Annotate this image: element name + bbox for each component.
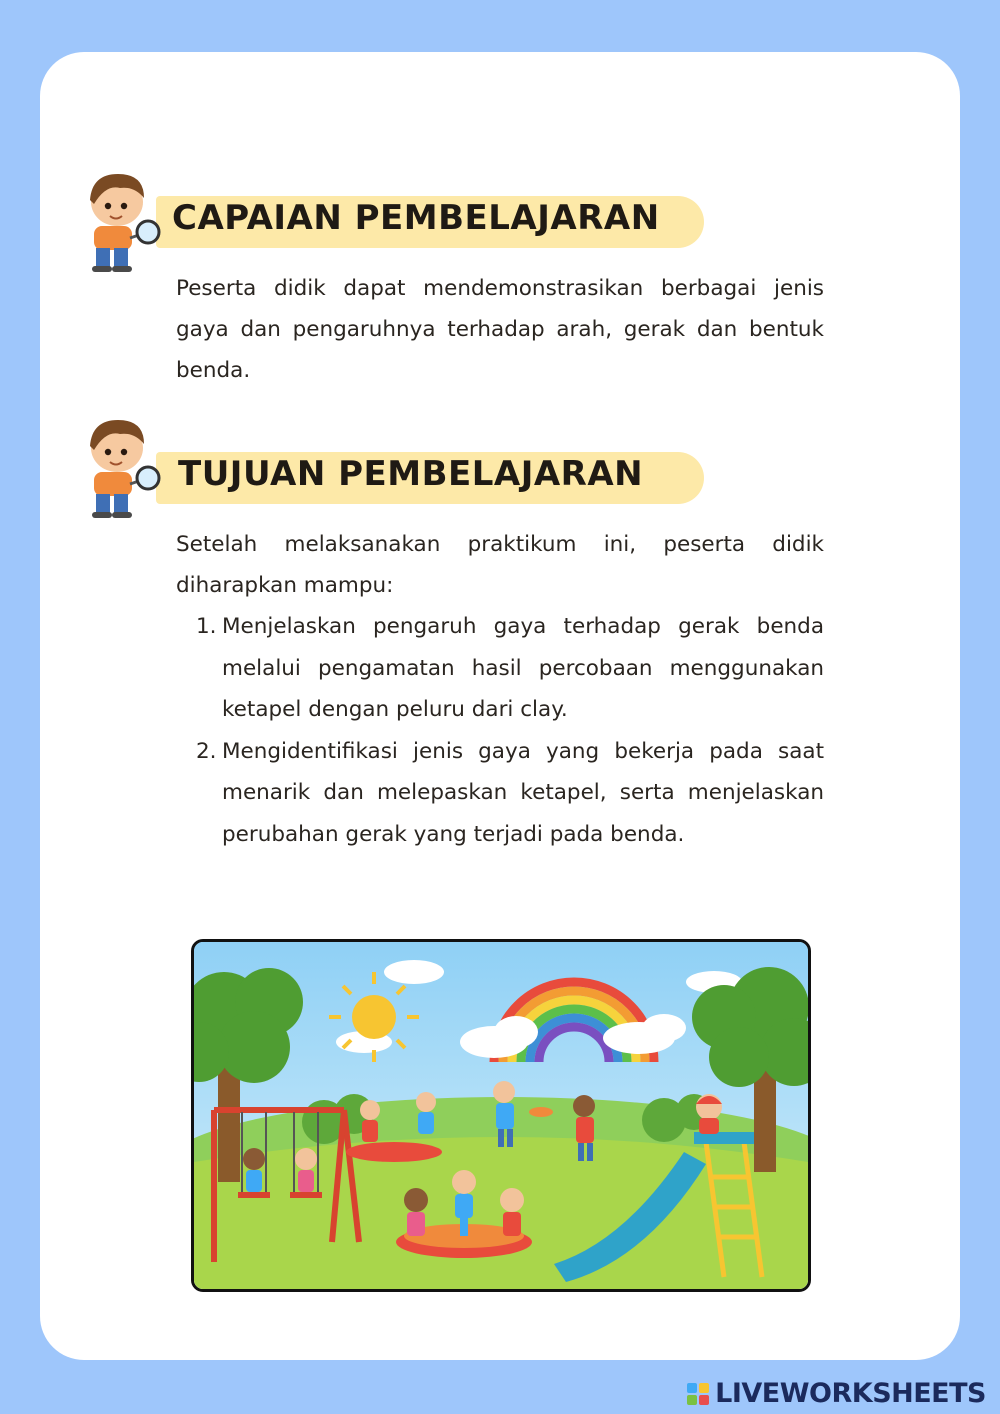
section-body-capaian: Peserta didik dapat mendemonstrasikan berbagai jenis gaya dan pengaruhnya terhadap arah, gerak dan bentuk benda. [176,276,824,383]
liveworksheets-logo [687,1378,986,1409]
list-item-text: Mengidentifikasi jenis gaya yang bekerja pada saat menarik dan melepaskan ketapel, serta menjelaskan perubahan gerak yang terjadi pada benda. [222,738,824,847]
footer-brand: LIVEWORKSHEETS [715,1378,986,1409]
section-title: CAPAIAN PEMBELAJARAN [172,198,660,238]
list-number: 1. [196,614,217,639]
section-heading-capaian [72,168,712,278]
logo-mark-icon [687,1383,709,1405]
list-item [196,731,824,856]
objectives-list [196,606,824,855]
section-heading-tujuan [72,414,712,524]
section-title: TUJUAN PEMBELAJARAN [178,454,644,494]
playground-illustration [191,939,811,1292]
boy-with-magnifier-icon [72,414,162,524]
list-number: 2. [196,738,217,764]
section-body-tujuan: Setelah melaksanakan praktikum ini, peserta didik diharapkan mampu: [176,532,824,598]
list-item-text: Menjelaskan pengaruh gaya terhadap gerak benda melalui pengamatan hasil percobaan menggunakan ketapel dengan peluru dari clay. [222,614,824,722]
boy-with-magnifier-icon [72,168,162,278]
list-item [196,606,824,731]
